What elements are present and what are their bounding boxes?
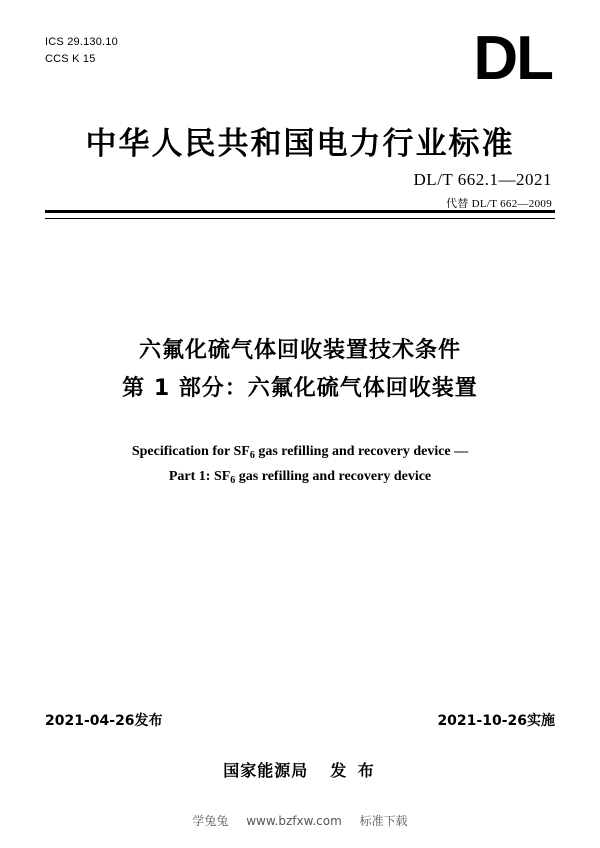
footer-site-name: 学兔兔: [192, 814, 229, 828]
english-title-line-1-post: gas refilling and recovery device —: [254, 444, 469, 459]
chinese-title-line-1: 六氟化硫气体回收装置技术条件: [138, 338, 461, 363]
publisher-name: 国家能源局: [223, 761, 309, 780]
effective-date: 2021-10-26实施: [437, 713, 555, 729]
english-title-line-1: [0, 440, 600, 465]
ccs-code: CCS K 15: [45, 53, 96, 65]
standard-number-block: [414, 170, 552, 211]
footer-site-tag: 标准下载: [359, 814, 408, 828]
standard-replaces: 代替 DL/T 662—2009: [445, 198, 552, 210]
english-title-line-2-pre: Part 1: SF: [168, 469, 231, 484]
divider-thin: [45, 218, 555, 219]
publisher-line: [0, 758, 600, 781]
english-title: [0, 440, 600, 490]
english-title-line-2: [0, 465, 600, 490]
chinese-title-line-2: 第 1 部分：六氟化硫气体回收装置: [122, 376, 478, 401]
issue-date: 2021-04-26发布: [45, 713, 163, 729]
divider-thick: [45, 210, 555, 213]
standard-number: DL/T 662.1—2021: [413, 170, 552, 189]
english-title-line-2-post: gas refilling and recovery device: [235, 469, 432, 484]
english-title-line-1-pre: Specification for SF: [131, 444, 250, 459]
footer-watermark: [0, 812, 600, 829]
publisher-verb: 发 布: [330, 761, 377, 780]
ics-block: [45, 34, 118, 68]
ics-code: ICS 29.130.10: [45, 36, 118, 48]
chinese-title: [0, 332, 600, 408]
footer-site-url: www.bzfxw.com: [246, 814, 342, 828]
page-title: 中华人民共和国电力行业标准: [85, 126, 515, 162]
date-row: [45, 710, 555, 730]
english-title-line-1-sub: 6: [249, 450, 255, 461]
dl-logo: DL: [473, 24, 552, 93]
english-title-line-2-sub: 6: [230, 475, 236, 486]
